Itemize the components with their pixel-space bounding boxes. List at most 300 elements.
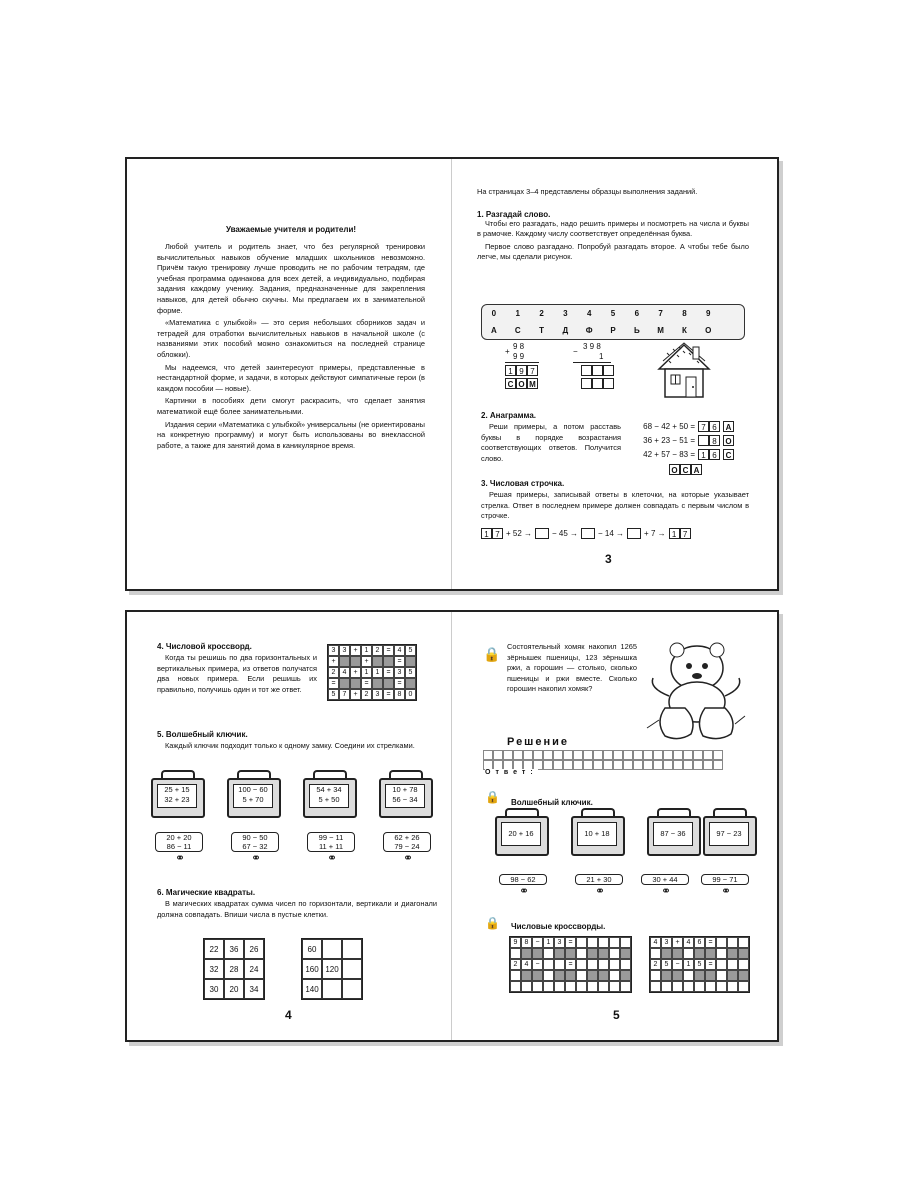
task1-text-1: Чтобы его разгадать, надо решить примеры и посмотреть на числа и буквы в рамочке. Каждому числу соответствует определённая буква. <box>477 218 749 239</box>
grid-cell: 2 <box>372 645 383 656</box>
grid-cell: = <box>705 959 716 970</box>
cipher-digit: 7 <box>658 309 663 318</box>
lock-expr: 25 + 15 <box>164 785 190 794</box>
grid-cell[interactable] <box>587 937 598 948</box>
grid-cell <box>405 678 416 689</box>
grid-cell <box>565 970 576 981</box>
anagram-word-cell: А <box>691 464 702 475</box>
grid-cell <box>339 656 350 667</box>
crossword-grid <box>649 936 750 993</box>
chain-blank[interactable] <box>581 528 595 539</box>
grid-cell[interactable] <box>598 959 609 970</box>
grid-cell: 5 <box>405 667 416 678</box>
anagram-row <box>623 447 743 461</box>
lock-icon[interactable] <box>303 770 355 816</box>
page-number: 4 <box>285 1008 292 1022</box>
lock-expr: 56 − 34 <box>392 795 418 804</box>
grid-cell: 5 <box>328 689 339 700</box>
answer-label: Ответ: <box>485 769 538 776</box>
grid-cell[interactable] <box>738 959 749 970</box>
page-number: 5 <box>613 1008 620 1022</box>
magic-cell[interactable] <box>322 939 342 959</box>
grid-cell: 8 <box>394 689 405 700</box>
grid-cell <box>405 656 416 667</box>
grid-cell[interactable] <box>576 937 587 948</box>
grid-cell: 1 <box>361 667 372 678</box>
grid-cell <box>554 970 565 981</box>
task1-title: 1. Разгадай слово. <box>477 209 551 219</box>
anagram-letter: А <box>723 421 734 432</box>
samples-intro: На страницах 3–4 представлены образцы выполнения заданий. <box>477 187 698 196</box>
chain-step: + 7 → <box>644 528 666 538</box>
grid-cell[interactable] <box>620 981 631 992</box>
grid-cell <box>694 970 705 981</box>
ex2-result-cell[interactable] <box>603 365 614 376</box>
cipher-digit: 0 <box>491 309 497 318</box>
task6-text <box>157 899 437 920</box>
grid-cell[interactable] <box>650 970 661 981</box>
grid-cell <box>532 948 543 959</box>
grid-cell <box>350 656 361 667</box>
grid-cell: + <box>328 656 339 667</box>
grid-cell: − <box>672 959 683 970</box>
chain-cell: 7 <box>492 528 503 539</box>
lock-expr: 5 + 50 <box>318 795 340 804</box>
key-expr: 30 + 44 <box>652 875 678 884</box>
task4-title: 4. Числовой кроссворд. <box>157 642 252 651</box>
cipher-digit: 6 <box>634 309 640 318</box>
anagram-answer-cell: 7 <box>698 421 709 432</box>
grid-cell[interactable] <box>650 981 661 992</box>
grid-cell <box>620 948 631 959</box>
task5-text-p: Каждый ключик подходит только к одному замку. Соедини их стрелками. <box>165 741 415 750</box>
grid-cell <box>598 948 609 959</box>
grid-cell[interactable] <box>510 970 521 981</box>
grid-cell <box>565 948 576 959</box>
lock-expr: 54 + 34 <box>316 785 342 794</box>
grid-cell[interactable] <box>543 959 554 970</box>
grid-cell: 9 <box>510 937 521 948</box>
grid-cell: + <box>350 689 361 700</box>
task6 <box>157 888 437 922</box>
ex1-result-cell: 7 <box>527 365 538 376</box>
ex1-word-cell: С <box>505 378 516 389</box>
grid-cell <box>672 948 683 959</box>
task6-title: 6. Магические квадраты. <box>157 888 256 897</box>
intro-paragraph: Картинки в пособиях дети смогут раскрасить, что сделает занятия математикой ещё более занимательными. <box>157 396 425 416</box>
task3 <box>481 479 749 539</box>
grid-cell: + <box>361 656 372 667</box>
task-number-1-icon: 🔒 <box>483 646 501 662</box>
grid-cell <box>383 678 394 689</box>
chain-blank[interactable] <box>627 528 641 539</box>
number-chain <box>481 528 749 539</box>
grid-cell: 4 <box>339 667 350 678</box>
grid-cell <box>661 970 672 981</box>
key-expr: 20 + 20 <box>166 833 192 842</box>
grid-cell[interactable] <box>716 970 727 981</box>
cipher-digit: 1 <box>515 309 520 318</box>
key-expr: 67 − 32 <box>242 842 268 851</box>
lock-icon[interactable] <box>379 770 431 816</box>
task6-text-p: В магических квадратах сумма чисел по горизонтали, вертикали и диагонали должна совпадать. Впиши числа в пустые клетки. <box>157 899 437 919</box>
grid-cell <box>620 970 631 981</box>
magic-cell: 30 <box>204 979 224 999</box>
lock-icon[interactable] <box>151 770 203 816</box>
grid-cell: 7 <box>339 689 350 700</box>
magic-cell: 26 <box>244 939 264 959</box>
key-expr: 99 − 71 <box>712 875 738 884</box>
chain-cell: 7 <box>680 528 691 539</box>
grid-cell <box>727 970 738 981</box>
task-number-3-icon: 🔒 <box>485 916 500 930</box>
key-icon[interactable]: 62 + 26 79 − 24 ⚭ <box>383 832 433 868</box>
key-expr: 98 − 62 <box>510 875 536 884</box>
grid-cell[interactable] <box>609 981 620 992</box>
grid-cell[interactable] <box>683 948 694 959</box>
lock-expr: 100 − 60 <box>238 785 268 794</box>
cipher-digit: 2 <box>539 309 544 318</box>
grid-cell <box>738 948 749 959</box>
crossword-grid <box>327 644 417 701</box>
anagram-letter: С <box>723 449 734 460</box>
cipher-table <box>481 304 745 340</box>
solution-label: Решение <box>507 736 569 748</box>
grid-cell[interactable] <box>598 981 609 992</box>
grid-cell[interactable] <box>705 981 716 992</box>
key-expr: 62 + 26 <box>394 833 420 842</box>
grid-cell: 3 <box>339 645 350 656</box>
lock-icon[interactable] <box>495 808 547 854</box>
cipher-digit: 9 <box>706 309 711 318</box>
cipher-letter: О <box>705 326 712 335</box>
ex2-word-cell[interactable] <box>581 378 592 389</box>
intro-paragraph: «Математика с улыбкой» — это серия небольших сборников задач и тетрадей для отработки вычислительных навыков в начальной школе (с названиями этих пособий можно ознакомиться на последней странице обложки). <box>157 318 425 359</box>
grid-cell: = <box>383 667 394 678</box>
grid-cell[interactable] <box>716 959 727 970</box>
cipher-letter: Ь <box>633 326 640 335</box>
key-icon[interactable]: 30 + 44 ⚭ <box>641 874 691 910</box>
grid-cell <box>372 678 383 689</box>
lock-expr: 97 − 23 <box>716 829 742 838</box>
cipher-letter: Ф <box>585 326 593 335</box>
spread-top <box>125 157 779 591</box>
grid-cell: 3 <box>554 937 565 948</box>
grid-cell[interactable] <box>587 981 598 992</box>
task3-title-p5: Числовые кроссворды. <box>511 922 606 931</box>
grid-cell <box>554 948 565 959</box>
magic-cell[interactable] <box>342 979 362 999</box>
page-number: 3 <box>605 552 612 566</box>
grid-cell <box>738 970 749 981</box>
grid-cell: 1 <box>361 645 372 656</box>
grid-cell: 4 <box>683 937 694 948</box>
lock-expr: 10 + 18 <box>584 829 610 838</box>
grid-cell[interactable] <box>727 937 738 948</box>
grid-cell: 3 <box>394 667 405 678</box>
grid-cell: = <box>705 937 716 948</box>
grid-cell[interactable] <box>510 948 521 959</box>
intro-text <box>157 242 425 451</box>
grid-cell <box>521 970 532 981</box>
task3-text <box>481 490 749 522</box>
lock-icon[interactable] <box>227 770 279 816</box>
magic-cell: 60 <box>302 939 322 959</box>
task5-title: 5. Волшебный ключик. <box>157 730 248 739</box>
grid-cell[interactable] <box>554 981 565 992</box>
grid-cell <box>661 948 672 959</box>
chain-cell: 1 <box>481 528 492 539</box>
cipher-digit: 5 <box>610 309 616 318</box>
magic-cell: 22 <box>204 939 224 959</box>
grid-cell: 4 <box>650 937 661 948</box>
grid-cell <box>587 970 598 981</box>
grid-cell <box>598 970 609 981</box>
grid-cell: = <box>328 678 339 689</box>
grid-cell: + <box>672 937 683 948</box>
grid-cell: 4 <box>394 645 405 656</box>
cipher-letter: А <box>491 326 497 335</box>
grid-cell <box>587 948 598 959</box>
magic-cell: 28 <box>224 959 244 979</box>
grid-cell[interactable] <box>543 981 554 992</box>
intro-page <box>157 225 425 453</box>
task2-title-p5: Волшебный ключик. <box>511 798 593 807</box>
grid-cell: 3 <box>328 645 339 656</box>
anagram-answer-cell: 8 <box>709 435 720 446</box>
cipher-digit: 8 <box>682 309 687 318</box>
magic-cell: 24 <box>244 959 264 979</box>
grid-cell: 2 <box>510 959 521 970</box>
grid-cell[interactable] <box>683 981 694 992</box>
anagram-answer-cell: 1 <box>698 449 709 460</box>
magic-cell: 120 <box>322 959 342 979</box>
task5-text <box>157 741 437 752</box>
task1-text <box>477 219 749 263</box>
grid-cell[interactable] <box>683 970 694 981</box>
magic-cell[interactable] <box>342 939 362 959</box>
task2-title: 2. Анаграмма. <box>481 411 537 420</box>
cipher-letter <box>720 322 744 339</box>
grid-cell[interactable] <box>620 937 631 948</box>
grid-cell[interactable] <box>609 959 620 970</box>
ex2-result-cell[interactable] <box>592 365 603 376</box>
grid-cell[interactable] <box>609 948 620 959</box>
grid-cell <box>339 678 350 689</box>
solution-grid[interactable] <box>483 750 723 770</box>
grid-cell[interactable] <box>510 981 521 992</box>
grid-cell <box>705 948 716 959</box>
task2-text <box>481 422 621 464</box>
lock-icon[interactable] <box>647 808 699 854</box>
grid-cell[interactable] <box>521 981 532 992</box>
chain-step: − 45 → <box>552 528 579 538</box>
key-icon[interactable]: 21 + 30 ⚭ <box>575 874 625 910</box>
anagram-answer-cell: 6 <box>709 449 720 460</box>
lock-expr: 20 + 16 <box>508 829 534 838</box>
key-icon[interactable]: 99 − 11 11 + 11 ⚭ <box>307 832 357 868</box>
task-number-2-icon: 🔒 <box>485 790 500 804</box>
grid-cell[interactable] <box>543 970 554 981</box>
grid-cell[interactable] <box>672 981 683 992</box>
grid-cell[interactable] <box>554 959 565 970</box>
intro-title: Уважаемые учителя и родители! <box>225 225 357 234</box>
magic-square <box>203 938 265 1000</box>
grid-cell[interactable] <box>716 937 727 948</box>
grid-cell: = <box>394 656 405 667</box>
anagram-expr: 36 + 23 − 51 = <box>643 435 695 445</box>
grid-cell[interactable] <box>532 981 543 992</box>
grid-cell <box>521 948 532 959</box>
magic-cell: 34 <box>244 979 264 999</box>
intro-paragraph: Издания серии «Математика с улыбкой» универсальны (не ориентированы на конкретную программу) и могут быть использованы во внеклассной работе, а также для занятий дома в каникулярное время. <box>157 419 425 450</box>
grid-cell <box>383 656 394 667</box>
grid-cell <box>372 656 383 667</box>
hamster-illustration <box>639 638 749 742</box>
grid-cell[interactable] <box>694 981 705 992</box>
grid-cell[interactable] <box>598 937 609 948</box>
lock-expr: 87 − 36 <box>660 829 686 838</box>
hamster-problem-text: Состоятельный хомяк накопил 1265 зёрнышек пшеницы, 123 зёрнышка ржи, а горошин — столько, сколько пшеницы и ржи вместе. Сколько горошин накопил хомяк? <box>507 642 637 694</box>
ex2-result-cell[interactable] <box>581 365 592 376</box>
ex1-bottom: 9 9 <box>505 352 539 363</box>
cipher-letter: К <box>682 326 687 335</box>
grid-cell[interactable] <box>727 981 738 992</box>
key-expr: 21 + 30 <box>586 875 612 884</box>
task5 <box>157 730 437 754</box>
fold-line <box>451 159 452 589</box>
lock-expr: 10 + 78 <box>392 785 418 794</box>
grid-cell[interactable] <box>661 981 672 992</box>
grid-cell[interactable] <box>620 959 631 970</box>
ex2-top: 3 9 8 <box>583 342 601 351</box>
grid-cell: = <box>394 678 405 689</box>
ex2-op: − <box>573 347 578 356</box>
cipher-letter: Т <box>539 326 544 335</box>
grid-cell <box>705 970 716 981</box>
grid-cell: 3 <box>661 937 672 948</box>
grid-cell: 1 <box>683 959 694 970</box>
grid-cell[interactable] <box>576 948 587 959</box>
chain-blank[interactable] <box>535 528 549 539</box>
anagram-letter: О <box>723 435 734 446</box>
grid-cell: 4 <box>521 959 532 970</box>
lock-icon[interactable] <box>571 808 623 854</box>
grid-cell: − <box>532 937 543 948</box>
ex2-bottom: 1 <box>573 352 611 363</box>
grid-cell <box>532 970 543 981</box>
key-icon[interactable]: 98 − 62 ⚭ <box>499 874 549 910</box>
grid-cell: = <box>383 689 394 700</box>
anagram-examples <box>623 419 743 475</box>
grid-cell: 5 <box>405 645 416 656</box>
anagram-row <box>623 433 743 447</box>
grid-cell: 1 <box>543 937 554 948</box>
grid-cell[interactable] <box>716 948 727 959</box>
grid-cell: 2 <box>328 667 339 678</box>
grid-cell <box>694 948 705 959</box>
key-expr: 99 − 11 <box>318 833 344 842</box>
key-expr: 79 − 24 <box>394 842 420 851</box>
example-2 <box>573 342 633 389</box>
magic-cell[interactable] <box>322 979 342 999</box>
magic-square <box>301 938 363 1000</box>
grid-cell: = <box>565 959 576 970</box>
chain-cell: 1 <box>669 528 680 539</box>
grid-cell[interactable] <box>727 959 738 970</box>
task4-text-p: Когда ты решишь по два горизонтальных и вертикальных примера, из ответов получатся два новых примера. Если решишь их правильно, получишь один и тот же ответ. <box>157 653 317 694</box>
key-icon[interactable]: 20 + 20 86 − 11 ⚭ <box>155 832 205 868</box>
page-3 <box>477 187 749 265</box>
house-illustration <box>653 341 715 401</box>
grid-cell <box>727 948 738 959</box>
lock-expr: 5 + 70 <box>242 795 264 804</box>
grid-cell[interactable] <box>738 981 749 992</box>
cipher-letter: С <box>514 326 521 335</box>
lock-icon[interactable] <box>703 808 755 854</box>
grid-cell <box>350 678 361 689</box>
grid-cell[interactable] <box>716 981 727 992</box>
hamster-problem <box>507 642 637 697</box>
task4-text <box>157 653 317 695</box>
grid-cell: = <box>565 937 576 948</box>
ex2-word-cell[interactable] <box>603 378 614 389</box>
grid-cell: 8 <box>521 937 532 948</box>
fold-line <box>451 612 452 1040</box>
crossword-grid <box>509 936 632 993</box>
anagram-answer-cell <box>698 435 709 446</box>
grid-cell: = <box>361 678 372 689</box>
grid-cell[interactable] <box>576 970 587 981</box>
cipher-letter: Д <box>562 326 569 335</box>
magic-cell[interactable] <box>342 959 362 979</box>
grid-cell[interactable] <box>650 948 661 959</box>
intro-paragraph: Мы надеемся, что детей заинтересуют примеры, представленные в нестандартной форме, и задачи, в которых действуют симпатичные герои (в каждом пособии — новые). <box>157 362 425 393</box>
task3-text-p: Решая примеры, записывай ответы в клеточки, на которые указывает стрелка. Ответ в последнем примере должен совпадать с первым числом в строчке. <box>481 490 749 521</box>
grid-cell[interactable] <box>543 948 554 959</box>
cipher-digit <box>720 305 744 322</box>
grid-cell: 2 <box>361 689 372 700</box>
key-icon[interactable]: 90 − 50 67 − 32 ⚭ <box>231 832 281 868</box>
magic-cell: 32 <box>204 959 224 979</box>
magic-cell: 36 <box>224 939 244 959</box>
grid-cell: = <box>383 645 394 656</box>
grid-cell[interactable] <box>576 981 587 992</box>
task1-text-2: Первое слово разгадано. Попробуй разгадать второе. А чтобы тебе было легче, мы сделали рисунок. <box>477 241 749 262</box>
ex2-word-cell[interactable] <box>592 378 603 389</box>
magic-cell: 160 <box>302 959 322 979</box>
grid-cell: 6 <box>694 937 705 948</box>
grid-cell[interactable] <box>609 970 620 981</box>
grid-cell[interactable] <box>576 959 587 970</box>
grid-cell[interactable] <box>565 981 576 992</box>
grid-cell[interactable] <box>587 959 598 970</box>
key-expr: 90 − 50 <box>242 833 268 842</box>
ex1-word-cell: О <box>516 378 527 389</box>
ex1-op: + <box>505 347 510 356</box>
intro-paragraph: Любой учитель и родитель знает, что без регулярной тренировки вычислительных навыков обучение младших школьников невозможно. Причём такую тренировку лучше проводить не по рабочим тетрадям, где учебная программа одинакова для всех детей, а индивидуально, подбирая задания каждому ученику. Задания, предназначенные для закрепления навыков, для детей обычно скучны. Мы предлагаем их в занимательной форме. <box>157 242 425 315</box>
anagram-word-cell: О <box>669 464 680 475</box>
chain-step: − 14 → <box>598 528 625 538</box>
grid-cell: 5 <box>661 959 672 970</box>
grid-cell[interactable] <box>609 937 620 948</box>
grid-cell: 5 <box>694 959 705 970</box>
key-icon[interactable]: 99 − 71 ⚭ <box>701 874 751 910</box>
grid-cell: 2 <box>650 959 661 970</box>
cipher-letter: М <box>657 326 664 335</box>
grid-cell[interactable] <box>738 937 749 948</box>
grid-cell: 0 <box>405 689 416 700</box>
